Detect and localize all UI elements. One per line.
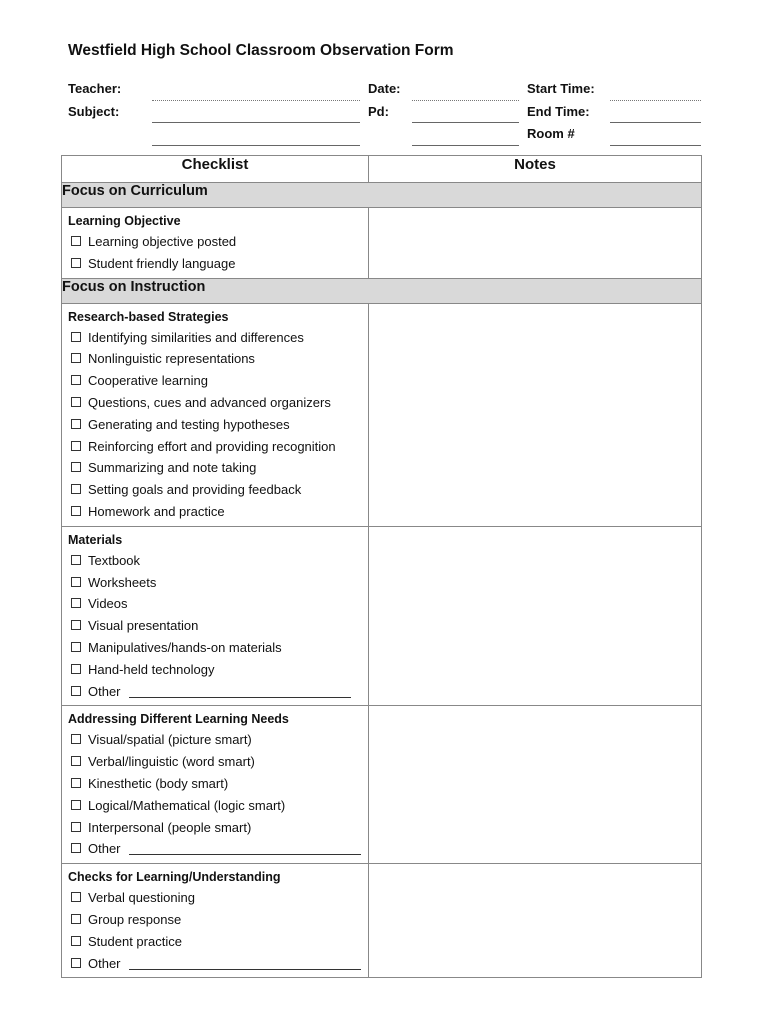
- checkbox[interactable]: [71, 756, 81, 766]
- checklist-item: [68, 637, 362, 659]
- checkbox[interactable]: [71, 892, 81, 902]
- checkbox[interactable]: [71, 800, 81, 810]
- table-header-row: [62, 156, 702, 183]
- item-label: Verbal/linguistic (word smart): [88, 754, 255, 770]
- group-row: [62, 706, 702, 864]
- checkbox[interactable]: [71, 936, 81, 946]
- checklist-item: [68, 572, 362, 594]
- room-label: Room #: [527, 126, 575, 141]
- item-label: Student practice: [88, 933, 182, 949]
- group-row: [62, 864, 702, 978]
- section-focus-on-instruction: Focus on Instruction: [62, 278, 702, 303]
- checkbox[interactable]: [71, 620, 81, 630]
- checkbox[interactable]: [71, 598, 81, 608]
- teacher-label: Teacher:: [68, 81, 122, 96]
- pd-label: Pd:: [368, 104, 389, 119]
- checkbox[interactable]: [71, 236, 81, 246]
- checkbox[interactable]: [71, 375, 81, 385]
- group-materials: [62, 526, 369, 706]
- notes-header: Notes: [369, 156, 702, 183]
- checklist-item: [68, 773, 362, 795]
- item-label: Group response: [88, 911, 182, 927]
- observation-table: [61, 155, 702, 978]
- checklist-item: [68, 253, 362, 275]
- checkbox[interactable]: [71, 419, 81, 429]
- subject-field[interactable]: [152, 122, 360, 123]
- item-label: Logical/Mathematical (logic smart): [88, 797, 286, 813]
- item-label: Other: [88, 683, 121, 699]
- checklist-item: [68, 348, 362, 370]
- end-time-label: End Time:: [527, 104, 590, 119]
- checkbox[interactable]: [71, 555, 81, 565]
- checkbox[interactable]: [71, 462, 81, 472]
- notes-cell[interactable]: [369, 208, 702, 279]
- checkbox[interactable]: [71, 822, 81, 832]
- checklist-item: [68, 501, 362, 523]
- section-row: [62, 183, 702, 208]
- group-row: [62, 303, 702, 526]
- checkbox[interactable]: [71, 506, 81, 516]
- item-label: Other: [88, 955, 121, 971]
- group-title: Learning Objective: [68, 214, 181, 228]
- group-title: Research-based Strategies: [68, 309, 229, 324]
- checklist-item: [68, 817, 362, 839]
- checkbox[interactable]: [71, 664, 81, 674]
- date-field[interactable]: [412, 100, 519, 101]
- notes-cell[interactable]: [369, 526, 702, 706]
- teacher-field[interactable]: [152, 100, 360, 101]
- group-addressing-different-learning-needs: [62, 706, 369, 864]
- subject-label: Subject:: [68, 104, 120, 119]
- notes-cell[interactable]: [369, 303, 702, 526]
- item-label: Identifying similarities and differences: [88, 329, 304, 345]
- checkbox[interactable]: [71, 843, 81, 853]
- item-label: Videos: [88, 596, 128, 612]
- item-label: Verbal questioning: [88, 890, 195, 906]
- item-label: Reinforcing effort and providing recognition: [88, 438, 336, 454]
- item-label: Visual/spatial (picture smart): [88, 732, 252, 748]
- item-label: Summarizing and note taking: [88, 460, 257, 476]
- item-label: Interpersonal (people smart): [88, 819, 252, 835]
- item-label: Visual presentation: [88, 618, 199, 634]
- checklist-item: [68, 909, 362, 931]
- checklist-item: [68, 457, 362, 479]
- checklist-item: [68, 593, 362, 615]
- checklist-item: [68, 414, 362, 436]
- checklist-item: [68, 729, 362, 751]
- item-label: Worksheets: [88, 574, 157, 590]
- checkbox[interactable]: [71, 397, 81, 407]
- subject-field-extra-line[interactable]: [152, 145, 360, 146]
- notes-cell[interactable]: [369, 864, 702, 978]
- group-checks-for-learning-understanding: [62, 864, 369, 978]
- checklist-item: [68, 231, 362, 253]
- checklist-item: [68, 838, 362, 860]
- item-label: Learning objective posted: [88, 234, 237, 249]
- item-label: Cooperative learning: [88, 373, 208, 389]
- end-time-field[interactable]: [610, 122, 701, 123]
- item-label: Textbook: [88, 552, 141, 568]
- group-title: Materials: [68, 532, 123, 547]
- checklist-item: [68, 953, 362, 975]
- other-blank-field[interactable]: [129, 840, 361, 855]
- other-blank-field[interactable]: [129, 683, 351, 698]
- checklist-item: [68, 615, 362, 637]
- checkbox[interactable]: [71, 258, 81, 268]
- checkbox[interactable]: [71, 353, 81, 363]
- group-research-based-strategies: [62, 303, 369, 526]
- checkbox[interactable]: [71, 778, 81, 788]
- item-label: Homework and practice: [88, 503, 225, 519]
- item-label: Other: [88, 841, 121, 857]
- checklist-item: [68, 659, 362, 681]
- checkbox[interactable]: [71, 958, 81, 968]
- item-label: Nonlinguistic representations: [88, 351, 255, 367]
- checklist-item: [68, 392, 362, 414]
- checkbox[interactable]: [71, 642, 81, 652]
- other-blank-field[interactable]: [129, 955, 361, 970]
- form-title: Westfield High School Classroom Observation Form: [68, 42, 454, 59]
- checkbox[interactable]: [71, 484, 81, 494]
- date-label: Date:: [368, 81, 401, 96]
- checklist-item: [68, 681, 362, 703]
- checkbox[interactable]: [71, 577, 81, 587]
- item-label: Generating and testing hypotheses: [88, 416, 290, 432]
- group-row: [62, 526, 702, 706]
- checklist-item: [68, 436, 362, 458]
- checkbox[interactable]: [71, 734, 81, 744]
- checklist-item: [68, 795, 362, 817]
- checklist-item: [68, 370, 362, 392]
- section-focus-on-curriculum: Focus on Curriculum: [62, 183, 702, 208]
- start-time-field[interactable]: [610, 100, 701, 101]
- group-title: Checks for Learning/Understanding: [68, 870, 281, 885]
- checklist-item: [68, 931, 362, 953]
- checkbox[interactable]: [71, 914, 81, 924]
- checkbox[interactable]: [71, 686, 81, 696]
- checklist-header: Checklist: [62, 156, 369, 183]
- item-label: Hand-held technology: [88, 661, 215, 677]
- checklist-item: [68, 751, 362, 773]
- item-label: Manipulatives/hands-on materials: [88, 639, 282, 655]
- room-field[interactable]: [610, 145, 701, 146]
- start-time-label: Start Time:: [527, 81, 595, 96]
- checklist-item: [68, 327, 362, 349]
- group-learning-objective: [62, 208, 369, 279]
- notes-cell[interactable]: [369, 706, 702, 864]
- section-row: [62, 278, 702, 303]
- checkbox[interactable]: [71, 441, 81, 451]
- checkbox[interactable]: [71, 332, 81, 342]
- item-label: Setting goals and providing feedback: [88, 482, 302, 498]
- checklist-item: [68, 887, 362, 909]
- item-label: Kinesthetic (body smart): [88, 775, 229, 791]
- checklist-item: [68, 550, 362, 572]
- item-label: Student friendly language: [88, 255, 236, 271]
- group-row: [62, 208, 702, 279]
- checklist-item: [68, 479, 362, 501]
- pd-field-extra-line[interactable]: [412, 145, 519, 146]
- pd-field[interactable]: [412, 122, 519, 123]
- item-label: Questions, cues and advanced organizers: [88, 394, 331, 410]
- group-title: Addressing Different Learning Needs: [68, 712, 289, 727]
